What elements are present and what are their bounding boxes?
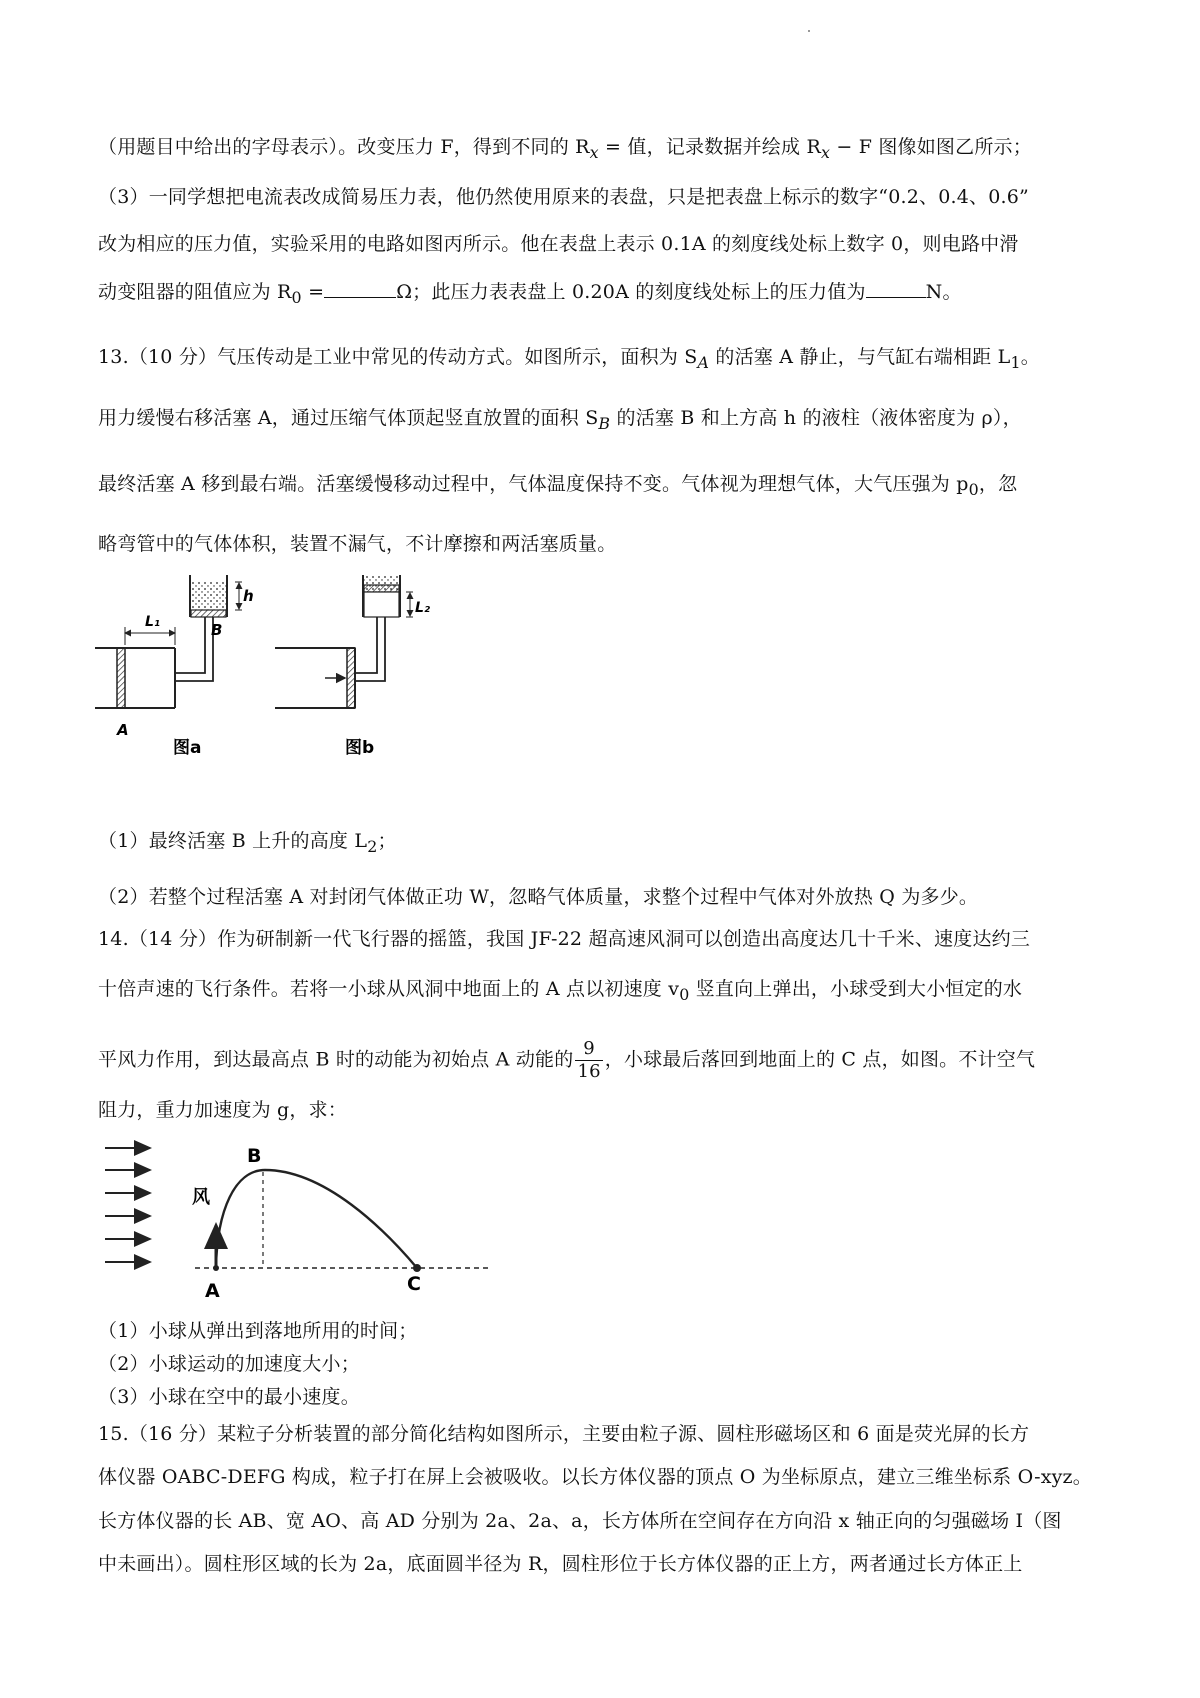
text: （1）最终活塞 B 上升的高度 L [98, 830, 368, 852]
text: （3）小球在空中的最小速度。 [98, 1386, 360, 1408]
fraction-denominator: 16 [577, 1061, 601, 1082]
q15-line-2 [98, 1464, 1108, 1490]
text: 中未画出）。圆柱形区域的长为 2a，底面圆半径为 R，圆柱形位于长方体仪器的正上方，两者通过长方体正上 [98, 1553, 1023, 1575]
figure-pistons [95, 575, 515, 805]
label-B: B [211, 621, 223, 639]
subscript: x [820, 142, 831, 162]
text: 十倍声速的飞行条件。若将一小球从风洞中地面上的 A 点以初速度 v [98, 978, 680, 1000]
answer-blank-r0 [324, 279, 396, 298]
point-C-dot [413, 1264, 421, 1272]
text-line-2 [98, 184, 1108, 210]
figure-wind-trajectory [95, 1140, 495, 1305]
q13-part-2 [98, 884, 1108, 910]
wind-label: 风 [192, 1187, 210, 1208]
text: 的活塞 A 静止，与气缸右端相距 L [709, 346, 1011, 368]
subscript: 0 [679, 984, 690, 1004]
trajectory-curve [216, 1170, 417, 1268]
q13-line-4 [98, 531, 1108, 557]
fraction-9-16 [575, 1038, 602, 1083]
text: ； [377, 830, 397, 852]
figure-a [95, 575, 254, 758]
text: 。 [1020, 346, 1040, 368]
text: 竖直向上弹出，小球受到大小恒定的水 [689, 978, 1023, 1000]
text: − F 图像如图乙所示； [830, 136, 1032, 158]
q13-line-2 [98, 405, 1108, 437]
q14-part-3 [98, 1384, 1108, 1410]
text: N。 [925, 281, 962, 303]
subscript: x [589, 142, 599, 162]
text: ，小球最后落回到地面上的 C 点，如图。不计空气 [604, 1048, 1036, 1071]
q15-line-4 [98, 1551, 1108, 1577]
q15-line-1 [98, 1421, 1108, 1447]
text: （1）小球从弹出到落地所用的时间； [98, 1320, 418, 1342]
text: = [301, 281, 325, 303]
text: 平风力作用，到达最高点 B 时的动能为初始点 A 动能的 [98, 1048, 574, 1071]
text: （2）小球运动的加速度大小； [98, 1353, 360, 1375]
q13-part-1 [98, 828, 1108, 860]
q14-line-3 [98, 1038, 1108, 1083]
q15-line-3 [98, 1508, 1108, 1534]
subscript: 1 [1010, 352, 1021, 372]
subscript: 0 [968, 479, 979, 499]
text: 阻力，重力加速度为 g，求： [98, 1099, 348, 1121]
text: （2）若整个过程活塞 A 对封闭气体做正功 W，忽略气体质量，求整个过程中气体对外放热 Q 为多少。 [98, 886, 979, 908]
subscript: B [598, 413, 611, 433]
text-line-3 [98, 231, 1108, 257]
text-line-4 [98, 279, 1108, 311]
point-A-label: A [205, 1280, 220, 1302]
point-C-label: C [407, 1273, 421, 1295]
label-h: h [243, 587, 254, 605]
text: （3）一同学想把电流表改成简易压力表，他仍然使用原来的表盘，只是把表盘上标示的数字“0.2、0.4、0.6” [98, 186, 1029, 208]
text: 的活塞 B 和上方高 h 的液柱（液体密度为 ρ）， [610, 407, 1022, 429]
text: 最终活塞 A 移到最右端。活塞缓慢移动过程中，气体温度保持不变。气体视为理想气体，大气压强为 p [98, 473, 969, 495]
text: 长方体仪器的长 AB、宽 AO、高 AD 分别为 2a、2a、a，长方体所在空间存在方向沿 x 轴正向的匀强磁场 I（图 [98, 1510, 1062, 1532]
text: 14.（14 分）作为研制新一代飞行器的摇篮，我国 JF-22 超高速风洞可以创造出高度达几十千米、速度达约三 [98, 928, 1031, 950]
text: Ω；此压力表表盘上 0.20A 的刻度线处标上的压力值为 [396, 281, 866, 303]
scan-speck [808, 30, 810, 32]
text: = 值，记录数据并绘成 R [598, 136, 821, 158]
fraction-numerator: 9 [575, 1038, 602, 1061]
text: 用力缓慢右移活塞 A，通过压缩气体顶起竖直放置的面积 S [98, 407, 599, 429]
figure-caption-b: 图b [345, 738, 375, 758]
text: 体仪器 OABC-DEFG 构成，粒子打在屏上会被吸收。以长方体仪器的顶点 O 为坐标原点，建立三维坐标系 O-xyz。 [98, 1466, 1092, 1488]
wind-arrows [105, 1148, 150, 1262]
q14-part-1 [98, 1318, 1108, 1344]
q14-line-4 [98, 1097, 1108, 1123]
figure-b [275, 575, 431, 758]
answer-blank-force [866, 279, 926, 298]
q14-line-1 [98, 926, 1108, 952]
subscript: 0 [291, 287, 302, 307]
text: 15.（16 分）某粒子分析装置的部分简化结构如图所示，主要由粒子源、圆柱形磁场区和 6 面是荧光屏的长方 [98, 1423, 1030, 1445]
text: 略弯管中的气体体积，装置不漏气，不计摩擦和两活塞质量。 [98, 533, 617, 555]
q13-line-1 [98, 344, 1108, 376]
text: 13.（10 分）气压传动是工业中常见的传动方式。如图所示，面积为 S [98, 346, 698, 368]
q13-line-3 [98, 471, 1108, 503]
figure-caption-a: 图a [173, 738, 202, 758]
text: ，忽 [978, 473, 1018, 495]
q14-line-2 [98, 976, 1108, 1008]
label-L1: L₁ [145, 614, 161, 630]
text-line-1 [98, 134, 1108, 166]
subscript: 2 [367, 836, 378, 856]
subscript: A [697, 352, 710, 372]
point-A-dot [213, 1265, 219, 1271]
text: 动变阻器的阻值应为 R [98, 281, 292, 303]
text: （用题目中给出的字母表示）。改变压力 F，得到不同的 R [98, 136, 590, 158]
point-B-label: B [247, 1145, 262, 1167]
text: 改为相应的压力值，实验采用的电路如图丙所示。他在表盘上表示 0.1A 的刻度线处标上数字 0，则电路中滑 [98, 233, 1019, 255]
label-L2: L₂ [415, 600, 431, 616]
q14-part-2 [98, 1351, 1108, 1377]
label-A: A [117, 721, 129, 739]
